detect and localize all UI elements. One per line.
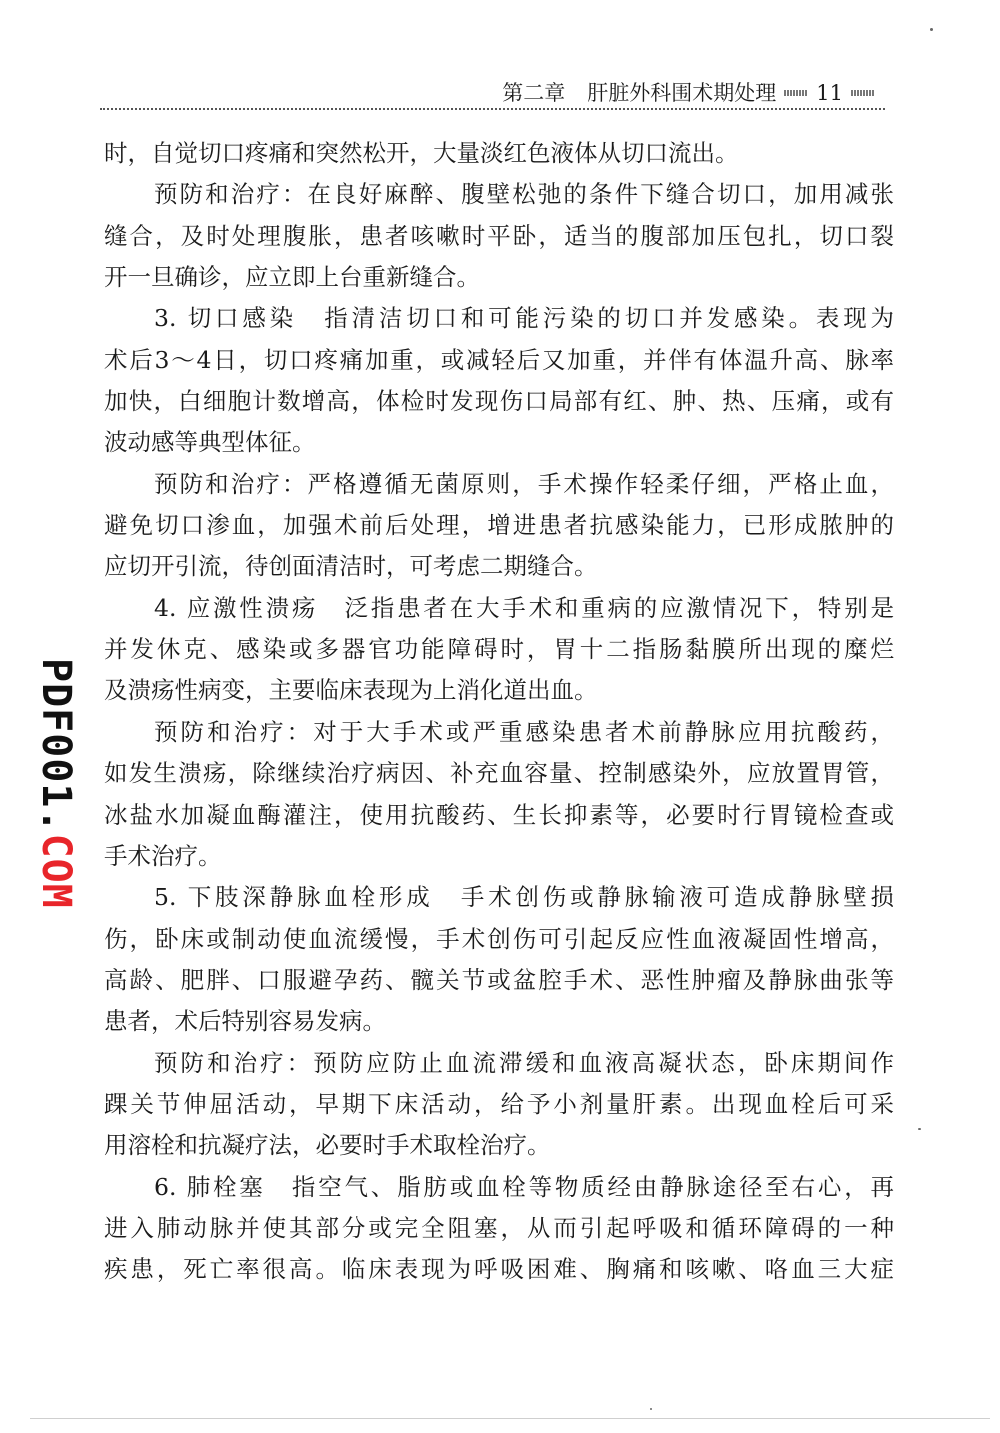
text-line: 患者，术后特别容易发病。	[104, 1007, 386, 1036]
text-line: 伤，卧床或制动使血流缓慢，手术创伤可引起反应性血液凝固性增高，	[104, 924, 894, 953]
body-text	[104, 133, 894, 1291]
text-line: 加快，白细胞计数增高，体检时发现伤口局部有红、肿、热、压痛，或有	[104, 387, 894, 416]
text-line: 避免切口渗血，加强术前后处理，增进患者抗感染能力，已形成脓肿的	[104, 511, 894, 540]
text-line: 高龄、肥胖、口服避孕药、髋关节或盆腔手术、恶性肿瘤及静脉曲张等	[104, 965, 894, 994]
section-heading-line: 3. 切口感染 指清洁切口和可能污染的切口并发感染。表现为	[154, 304, 894, 333]
text-line: 波动感等典型体征。	[104, 428, 316, 457]
text-line: 用溶栓和抗凝疗法，必要时手术取栓治疗。	[104, 1131, 551, 1160]
scan-speck	[918, 1128, 921, 1130]
text-line: 应切开引流，待创面清洁时，可考虑二期缝合。	[104, 552, 598, 581]
text-line: 开一旦确诊，应立即上台重新缝合。	[104, 263, 480, 292]
text-line: 疾患，死亡率很高。临床表现为呼吸困难、胸痛和咳嗽、咯血三大症	[104, 1255, 894, 1284]
chapter-label: 第二章	[502, 81, 566, 105]
header-ornament	[851, 90, 875, 96]
watermark-text: PDF001.	[33, 658, 79, 834]
text-line: 并发休克、感染或多器官功能障碍时，胃十二指肠黏膜所出现的糜烂	[104, 635, 894, 664]
text-line: 时，自觉切口疼痛和突然松开，大量淡红色液体从切口流出。	[104, 139, 739, 167]
text-line: 如发生溃疡，除继续治疗病因、补充血容量、控制感染外，应放置胃管，	[104, 759, 894, 788]
scan-speck	[930, 28, 933, 31]
text-line: 预防和治疗：严格遵循无菌原则，手术操作轻柔仔细，严格止血，	[154, 469, 894, 498]
chapter-title: 肝脏外科围术期处理	[587, 81, 777, 105]
text-line: 及溃疡性病变，主要临床表现为上消化道出血。	[104, 676, 598, 705]
header-right	[502, 80, 883, 106]
text-line: 手术治疗。	[104, 841, 222, 870]
running-header	[100, 78, 885, 110]
text-line: 缝合，及时处理腹胀，患者咳嗽时平卧，适当的腹部加压包扎，切口裂	[104, 221, 894, 250]
text-line: 预防和治疗：在良好麻醉、腹壁松弛的条件下缝合切口，加用减张	[154, 180, 894, 209]
header-ornament	[784, 90, 808, 96]
text-line: 预防和治疗：预防应防止血流滞缓和血液高凝状态，卧床期间作	[154, 1048, 894, 1077]
text-line: 冰盐水加凝血酶灌注，使用抗酸药、生长抑素等，必要时行胃镜检查或	[104, 800, 894, 829]
watermark	[33, 658, 79, 909]
scan-speck	[650, 1408, 652, 1410]
section-heading-line: 6. 肺栓塞 指空气、脂肪或血栓等物质经由静脉途径至右心，再	[154, 1172, 894, 1201]
text-line: 预防和治疗：对于大手术或严重感染患者术前静脉应用抗酸药，	[154, 717, 894, 746]
text-line: 术后3～4日，切口疼痛加重，或减轻后又加重，并伴有体温升高、脉率	[104, 345, 894, 374]
section-heading-line: 5. 下肢深静脉血栓形成 手术创伤或静脉输液可造成静脉壁损	[154, 883, 894, 912]
text-line: 踝关节伸屈活动，早期下床活动，给予小剂量肝素。出现血栓后可采	[104, 1089, 894, 1118]
page-bottom-edge	[30, 1418, 990, 1419]
section-heading-line: 4. 应激性溃疡 泛指患者在大手术和重病的应激情况下，特别是	[154, 593, 894, 622]
text-line: 进入肺动脉并使其部分或完全阻塞，从而引起呼吸和循环障碍的一种	[104, 1213, 894, 1242]
page-number: 11	[816, 81, 843, 105]
watermark-suffix: COM	[33, 833, 79, 909]
